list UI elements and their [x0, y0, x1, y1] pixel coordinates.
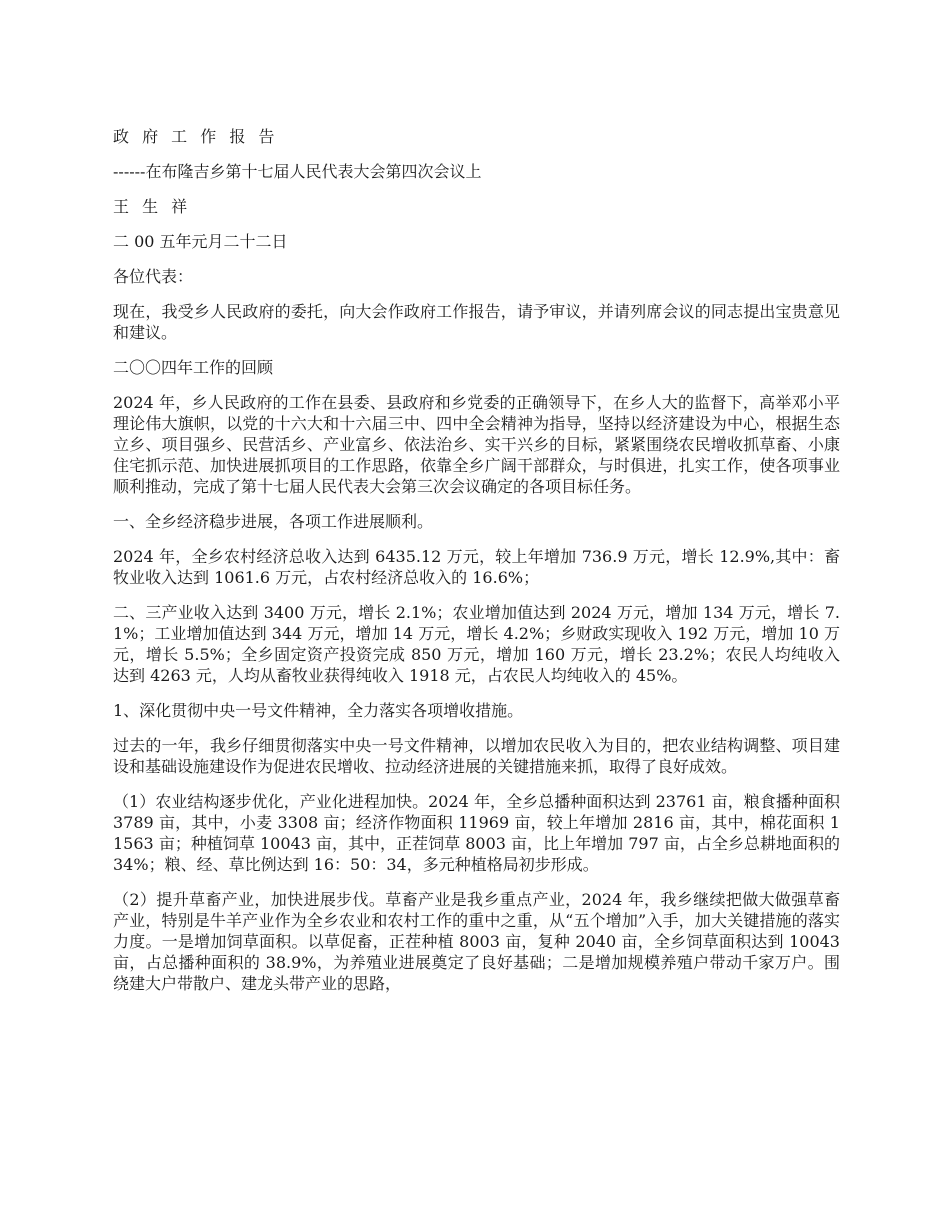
- document-salutation: 各位代表：: [113, 267, 194, 286]
- paragraph-income: 2024 年，全乡农村经济总收入达到 6435.12 万元，较上年增加 736.9 万元，增长 12.9%,其中：畜牧业收入达到 1061.6 万元，占农村经济总收入的 16.6%；: [113, 547, 840, 587]
- subsection-heading-document-no1: 1、深化贯彻中央一号文件精神，全力落实各项增收措施。: [113, 701, 524, 720]
- document-subtitle: ------在布隆吉乡第十七届人民代表大会第四次会议上: [113, 162, 482, 181]
- paragraph-overview: 2024 年，乡人民政府的工作在县委、县政府和乡党委的正确领导下，在乡人大的监督下，高举邓小平理论伟大旗帜，以党的十六大和十六届三中、四中全会精神为指导，坚持以经济建设为中心，根据生态立乡、项目强乡、民营活乡、产业富乡、依法治乡、实干兴乡的目标，紧紧围绕农民增收抓草畜、小康住宅抓示范、加快进展抓项目的工作思路，依靠全乡广阔干部群众，与时俱进，扎实工作，使各项事业顺利推动，完成了第十七届人民代表大会第三次会议确定的各项目标任务。: [113, 393, 840, 496]
- paragraph-past-year: 过去的一年，我乡仔细贯彻落实中央一号文件精神，以增加农民收入为目的，把农业结构调整、项目建设和基础设施建设作为促进农民增收、拉动经济进展的关键措施来抓，取得了良好成效。: [113, 736, 840, 776]
- paragraph-intro: 现在，我受乡人民政府的委托，向大会作政府工作报告，请予审议，并请列席会议的同志提出宝贵意见和建议。: [113, 302, 840, 342]
- section-heading-economy: 一、全乡经济稳步进展，各项工作进展顺利。: [113, 512, 434, 531]
- document-date: 二 00 五年元月二十二日: [113, 232, 288, 251]
- document-author: 王 生 祥: [113, 197, 192, 216]
- section-heading-review: 二〇〇四年工作的回顾: [113, 358, 274, 377]
- document-title: 政 府 工 作 报 告: [113, 127, 279, 146]
- paragraph-agriculture-structure: （1）农业结构逐步优化，产业化进程加快。2024 年，全乡总播种面积达到 23761 亩，粮食播种面积 3789 亩，其中，小麦 3308 亩；经济作物面积 11969 亩，较上年增加 2816 亩，其中，棉花面积 11563 亩；种植饲草 10043 亩，其中，正茬饲草 8003 亩，比上年增加 797 亩，占全乡总耕地面积的 34%；粮、经、草比例达到 16：50：34，多元种植格局初步形成。: [113, 792, 846, 874]
- paragraph-livestock-industry: （2）提升草畜产业，加快进展步伐。草畜产业是我乡重点产业，2024 年，我乡继续把做大做强草畜产业，特别是牛羊产业作为全乡农业和农村工作的重中之重，从“五个增加”入手，加大关键措施的落实力度。一是增加饲草面积。以草促畜，正茬种植 8003 亩，复种 2040 亩，全乡饲草面积达到 10043 亩，占总播种面积的 38.9%，为养殖业进展奠定了良好基础；二是增加规模养殖户带动千家万户。围绕建大户带散户、建龙头带产业的思路，: [113, 890, 846, 993]
- paragraph-industry-stats: 二、三产业收入达到 3400 万元，增长 2.1%；农业增加值达到 2024 万元，增加 134 万元，增长 7.1%；工业增加值达到 344 万元，增加 14 万元，增长 4.2%；乡财政实现收入 192 万元，增加 10 万元，增长 5.5%；全乡固定资产投资完成 850 万元，增加 160 万元，增长 23.2%；农民人均纯收入达到 4263 元，人均从畜牧业获得纯收入 1918 元，占农民人均纯收入的 45%。: [113, 603, 840, 685]
